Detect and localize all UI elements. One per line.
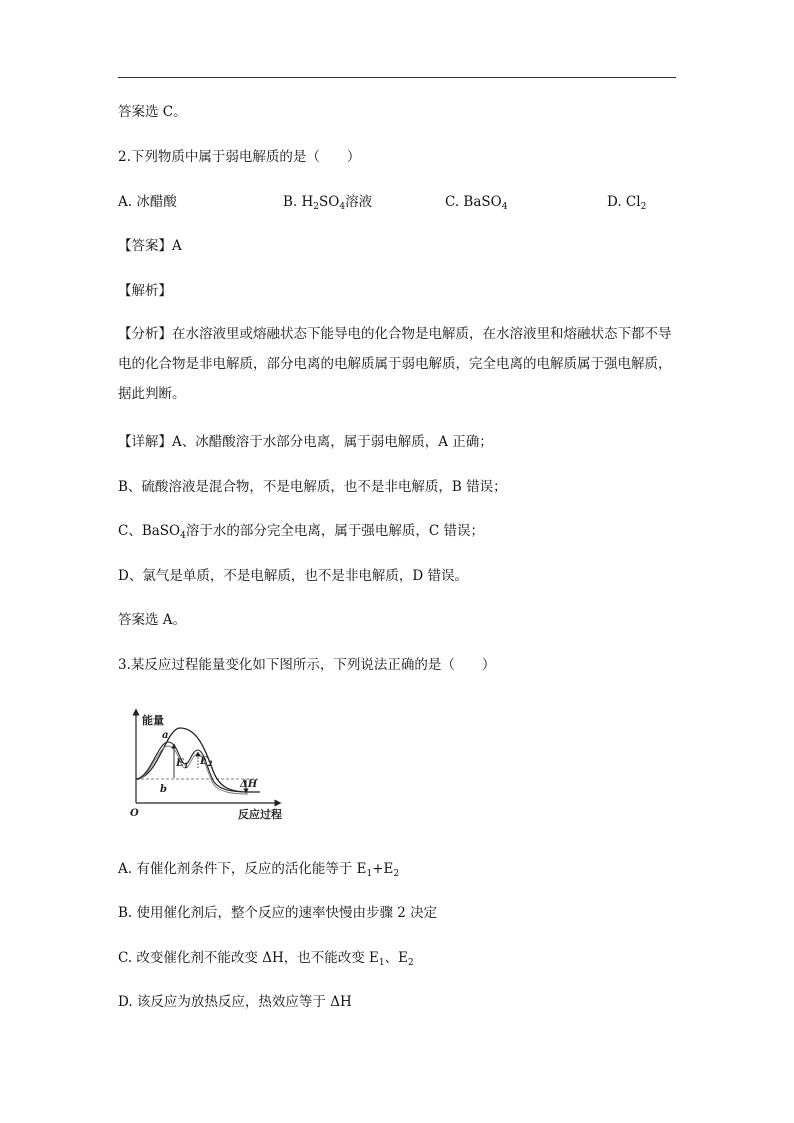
q2-analysis-paragraph: 【分析】在水溶液里或熔融状态下能导电的化合物是电解质，在水溶液里和熔融状态下都不导电的化合物是非电解质，部分电离的电解质属于弱电解质，完全电离的电解质属于强电解质，据此判断。 bbox=[118, 326, 672, 402]
q2-final-answer: 答案选 A。 bbox=[118, 612, 187, 628]
q3-option-b: B. 使用催化剂后，整个反应的速率快慢由步骤 2 决定 bbox=[118, 905, 438, 921]
q2-answer: 【答案】A bbox=[118, 238, 182, 254]
previous-answer: 答案选 C。 bbox=[118, 104, 187, 120]
origin-label: O bbox=[130, 808, 139, 819]
energy-diagram bbox=[128, 706, 298, 824]
e2-label: $E_2$ bbox=[200, 756, 213, 768]
q2-option-a: A. 冰醋酸 bbox=[118, 194, 177, 210]
header-rule bbox=[118, 77, 676, 78]
q3-option-a: A. 有催化剂条件下，反应的活化能等于 $E_1+E_2$ bbox=[118, 861, 400, 879]
curve-b-shadow bbox=[136, 746, 248, 794]
curve-b-label: b bbox=[160, 784, 167, 795]
e1-label: $E_1$ bbox=[176, 758, 189, 770]
q2-option-d: D. $Cl_2$ bbox=[607, 194, 647, 212]
q3-option-c: C. 改变催化剂不能改变 ΔH，也不能改变 $E_1$、$E_2$ bbox=[118, 950, 414, 968]
q2-analysis-heading: 【解析】 bbox=[118, 283, 172, 299]
q2-detail-a: 【详解】A、冰醋酸溶于水部分电离，属于弱电解质，A 正确； bbox=[118, 434, 493, 450]
q2-detail-d: D、氯气是单质，不是电解质，也不是非电解质，D 错误。 bbox=[118, 568, 468, 584]
dh-label: ΔH bbox=[240, 779, 258, 790]
q2-detail-c: C、BaSO$_4$溶于水的部分完全电离，属于强电解质，C 错误； bbox=[118, 523, 484, 541]
q3-option-d: D. 该反应为放热反应，热效应等于 ΔH bbox=[118, 994, 352, 1010]
q2-detail-b: B、硫酸溶液是混合物，不是电解质，也不是非电解质，B 错误； bbox=[118, 479, 507, 495]
q2-option-c: C. BaSO$_4$ bbox=[445, 194, 508, 212]
curve-a-label: a bbox=[162, 730, 169, 741]
q3-stem: 3.某反应过程能量变化如下图所示，下列说法正确的是（ ） bbox=[118, 657, 496, 673]
y-axis-label: 能量 bbox=[142, 714, 164, 727]
q2-stem: 2.下列物质中属于弱电解质的是（ ） bbox=[118, 149, 361, 165]
x-axis-label: 反应过程 bbox=[238, 808, 282, 821]
q2-option-b: B. $H_2SO_4$溶液 bbox=[283, 194, 373, 212]
